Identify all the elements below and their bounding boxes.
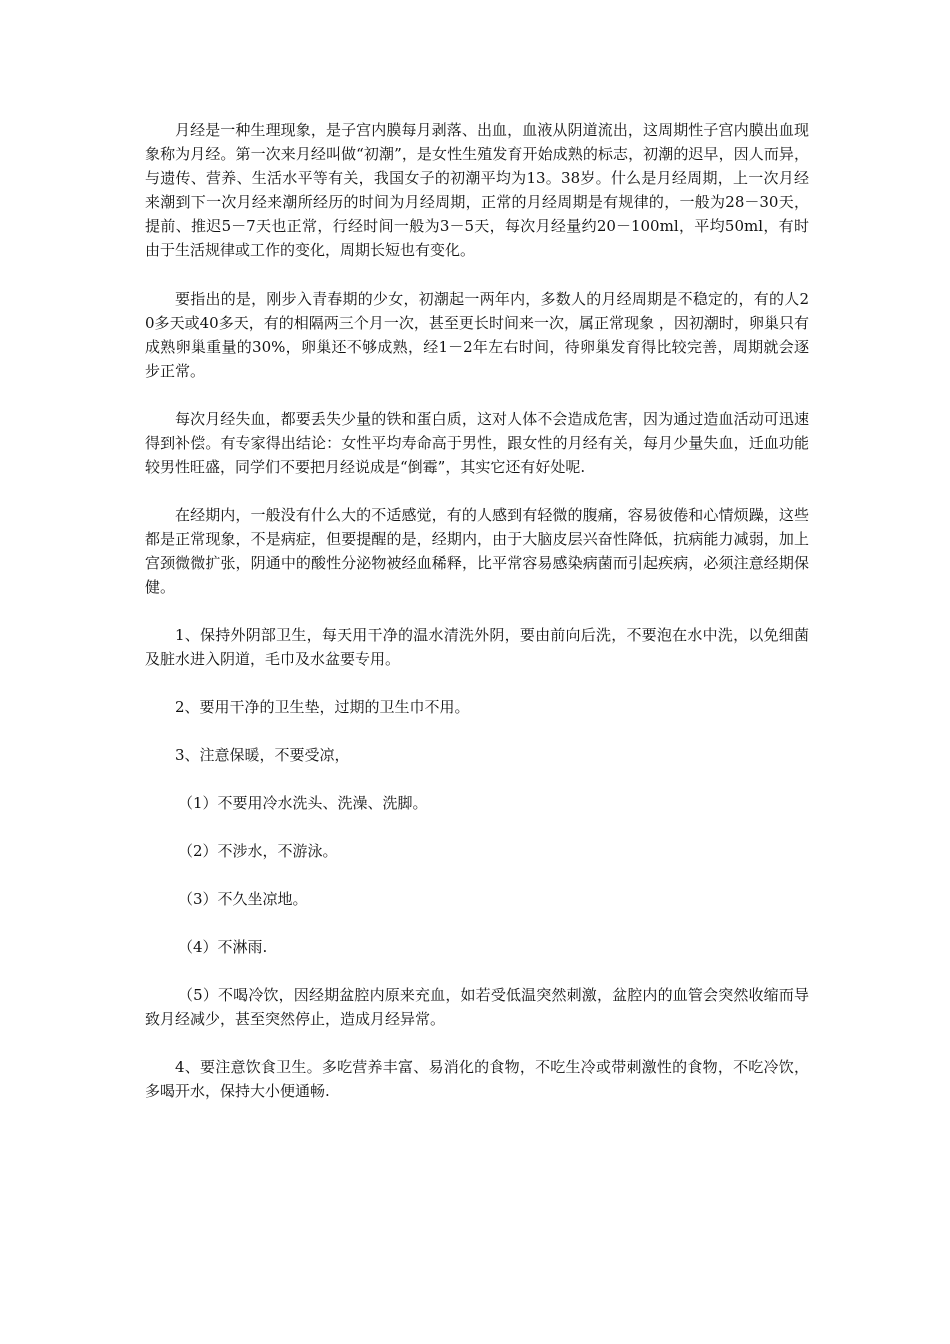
sub-item-no-swimming: （2）不涉水，不游泳。 bbox=[178, 842, 338, 860]
sub-item-no-rain: （4）不淋雨. bbox=[178, 938, 268, 956]
document-body bbox=[145, 118, 809, 1103]
sub-item-cold-water: （1）不要用冷水洗头、洗澡、洗脚。 bbox=[178, 794, 428, 812]
paragraph-blood-loss: 每次月经失血，都要丢失少量的铁和蛋白质，这对人体不会造成危害，因为通过造血活动可迅速得到补偿。有专家得出结论：女性平均寿命高于男性，跟女性的月经有关，每月少量失血，迁血功能较男性旺盛，同学们不要把月经说成是“倒霉”，其实它还有好处呢. bbox=[145, 410, 809, 476]
paragraph-period-care: 在经期内，一般没有什么大的不适感觉，有的人感到有轻微的腹痛，容易彼倦和心情烦躁，这些都是正常现象，不是病症，但要提醒的是，经期内，由于大脑皮层兴奋性降低，抗病能力减弱，加上宫颈微微扩张，阴通中的酸性分泌物被经血稀释，比平常容易感染病菌而引起疾病，必须注意经期保健。 bbox=[145, 506, 809, 596]
list-item-hygiene: 1、保持外阴部卫生，每天用干净的温水清洗外阴，要由前向后洗，不要泡在水中洗，以免细菌及脏水进入阴道，毛巾及水盆要专用。 bbox=[145, 626, 809, 668]
paragraph-puberty-irregularity: 要指出的是，刚步入青春期的少女，初潮起一两年内，多数人的月经周期是不稳定的，有的人20多天或40多天，有的相隔两三个月一次，甚至更长时间来一次，属正常现象 ，因初潮时，卵巢只有成熟卵巢重量的30%，卵巢还不够成熟，经1－2年左右时间，待卵巢发育得比较完善，周期就会逐步正常。 bbox=[145, 290, 809, 380]
sub-item-cold-drinks: （5）不喝冷饮，因经期盆腔内原来充血，如若受低温突然刺激，盆腔内的血管会突然收缩而导致月经减少，甚至突然停止，造成月经异常。 bbox=[145, 986, 809, 1028]
list-item-diet: 4、要注意饮食卫生。多吃营养丰富、易消化的食物，不吃生冷或带刺激性的食物，不吃冷饮，多喝开水，保持大小便通畅. bbox=[145, 1058, 809, 1100]
paragraph-menstruation-definition: 月经是一种生理现象，是子宫内膜每月剥落、出血，血液从阴道流出，这周期性子宫内膜出血现象称为月经。第一次来月经叫做“初潮”，是女性生殖发育开始成熟的标志，初潮的迟早，因人而异，与遗传、营养、生活水平等有关，我国女子的初潮平均为13。38岁。什么是月经周期，上一次月经来潮到下一次月经来潮所经历的时间为月经周期，正常的月经周期是有规律的，一般为28－30天，提前、推迟5－7天也正常，行经时间一般为3－5天，每次月经量约20－100ml，平均50ml，有时由于生活规律或工作的变化，周期长短也有变化。 bbox=[145, 121, 809, 259]
list-item-keep-warm: 3、注意保暖，不要受凉， bbox=[175, 746, 350, 764]
sub-item-cold-ground: （3）不久坐凉地。 bbox=[178, 890, 308, 908]
list-item-clean-pad: 2、要用干净的卫生垫，过期的卫生巾不用。 bbox=[175, 698, 470, 716]
